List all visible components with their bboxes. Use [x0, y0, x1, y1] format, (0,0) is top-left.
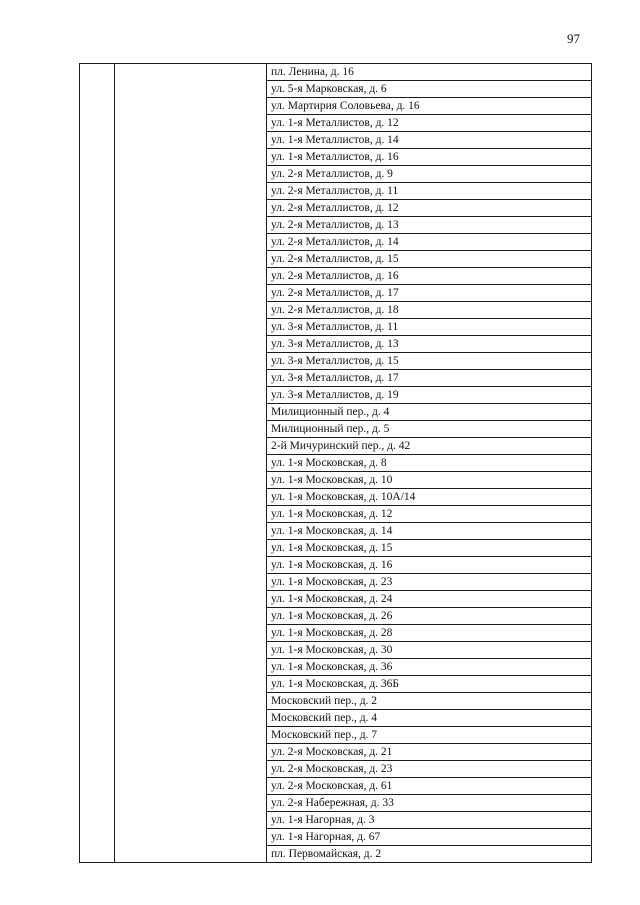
address-table	[79, 63, 592, 863]
address-cell: ул. Мартирия Соловьева, д. 16	[267, 98, 592, 115]
address-cell: ул. 2-я Московская, д. 61	[267, 778, 592, 795]
address-cell: ул. 1-я Московская, д. 36Б	[267, 676, 592, 693]
address-cell: ул. 2-я Металлистов, д. 15	[267, 251, 592, 268]
address-cell: ул. 1-я Московская, д. 36	[267, 659, 592, 676]
address-cell: ул. 1-я Московская, д. 8	[267, 455, 592, 472]
address-table-body	[80, 64, 592, 863]
address-cell: ул. 2-я Московская, д. 21	[267, 744, 592, 761]
address-cell: ул. 3-я Металлистов, д. 15	[267, 353, 592, 370]
address-cell: ул. 1-я Нагорная, д. 3	[267, 812, 592, 829]
address-cell: ул. 1-я Московская, д. 26	[267, 608, 592, 625]
address-cell: Московский пер., д. 2	[267, 693, 592, 710]
address-cell: ул. 1-я Металлистов, д. 14	[267, 132, 592, 149]
address-cell: пл. Ленина, д. 16	[267, 64, 592, 81]
address-cell: ул. 2-я Металлистов, д. 18	[267, 302, 592, 319]
address-cell: Милиционный пер., д. 5	[267, 421, 592, 438]
address-cell: ул. 3-я Металлистов, д. 17	[267, 370, 592, 387]
address-cell: ул. 1-я Московская, д. 30	[267, 642, 592, 659]
address-cell: ул. 3-я Металлистов, д. 13	[267, 336, 592, 353]
address-cell: ул. 1-я Металлистов, д. 16	[267, 149, 592, 166]
address-cell: ул. 1-я Московская, д. 14	[267, 523, 592, 540]
table-row	[80, 64, 592, 81]
address-cell: 2-й Мичуринский пер., д. 42	[267, 438, 592, 455]
address-cell: ул. 1-я Московская, д. 28	[267, 625, 592, 642]
address-cell: ул. 2-я Металлистов, д. 17	[267, 285, 592, 302]
address-cell: ул. 1-я Московская, д. 24	[267, 591, 592, 608]
address-cell: ул. 2-я Металлистов, д. 11	[267, 183, 592, 200]
address-cell: ул. 1-я Московская, д. 16	[267, 557, 592, 574]
district-name-cell	[115, 64, 267, 863]
page-number: 97	[567, 31, 580, 46]
address-cell: ул. 1-я Московская, д. 15	[267, 540, 592, 557]
address-cell: ул. 5-я Марковская, д. 6	[267, 81, 592, 98]
address-cell: Московский пер., д. 4	[267, 710, 592, 727]
address-cell: ул. 1-я Металлистов, д. 12	[267, 115, 592, 132]
address-cell: ул. 2-я Металлистов, д. 13	[267, 217, 592, 234]
address-cell: ул. 2-я Металлистов, д. 16	[267, 268, 592, 285]
address-cell: ул. 2-я Металлистов, д. 12	[267, 200, 592, 217]
address-cell: ул. 1-я Московская, д. 12	[267, 506, 592, 523]
address-cell: ул. 3-я Металлистов, д. 19	[267, 387, 592, 404]
address-cell: ул. 2-я Набережная, д. 33	[267, 795, 592, 812]
address-cell: ул. 2-я Металлистов, д. 9	[267, 166, 592, 183]
address-cell: Милиционный пер., д. 4	[267, 404, 592, 421]
address-cell: ул. 1-я Московская, д. 10	[267, 472, 592, 489]
address-cell: ул. 2-я Московская, д. 23	[267, 761, 592, 778]
address-cell: ул. 2-я Металлистов, д. 14	[267, 234, 592, 251]
row-number-cell	[80, 64, 115, 863]
address-cell: ул. 1-я Московская, д. 10А/14	[267, 489, 592, 506]
address-cell: Московский пер., д. 7	[267, 727, 592, 744]
address-cell: ул. 1-я Нагорная, д. 67	[267, 829, 592, 846]
address-cell: ул. 3-я Металлистов, д. 11	[267, 319, 592, 336]
address-cell: ул. 1-я Московская, д. 23	[267, 574, 592, 591]
address-cell: пл. Первомайская, д. 2	[267, 846, 592, 863]
